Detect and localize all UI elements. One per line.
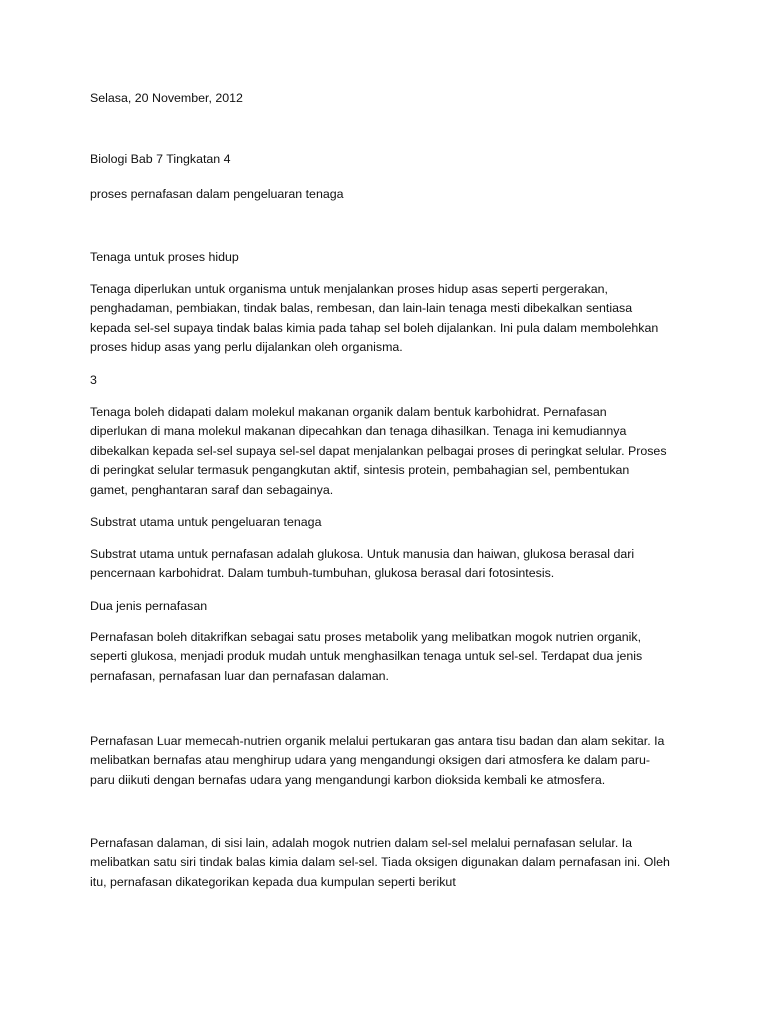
paragraph-line: melibatkan bernafas atau menghirup udara yang mengandungi oksigen dari atmosfera ke dalam paru- bbox=[90, 753, 650, 768]
heading-text: Substrat utama untuk pengeluaran tenaga bbox=[90, 515, 322, 529]
paragraph-line: seperti glukosa, menjadi produk mudah untuk menghasilkan tenaga untuk sel-sel. Terdapat dua jenis bbox=[90, 649, 643, 664]
document-title bbox=[90, 150, 682, 169]
paragraph-line: proses hidup asas yang perlu dijalankan oleh organisma. bbox=[90, 340, 403, 355]
paragraph-line: paru diikuti dengan bernafas udara yang mengandungi karbon dioksida kembali ke atmosfera. bbox=[90, 772, 606, 787]
paragraph-6 bbox=[90, 834, 682, 892]
page-number-text: 3 bbox=[90, 373, 97, 387]
paragraph-line: dibekalkan kepada sel-sel supaya sel-sel dapat menjalankan pelbagai proses di peringkat selular. Proses bbox=[90, 443, 667, 458]
paragraph-2 bbox=[90, 403, 682, 500]
paragraph-5 bbox=[90, 732, 682, 790]
paragraph-3 bbox=[90, 545, 682, 584]
section-heading bbox=[90, 248, 682, 267]
section-heading bbox=[90, 597, 682, 616]
paragraph-line: diperlukan di mana molekul makanan dipecahkan dan tenaga dihasilkan. Tenaga ini kemudiannya bbox=[90, 424, 627, 439]
paragraph-line: gamet, penghantaran saraf dan sebagainya. bbox=[90, 482, 334, 497]
paragraph-line: itu, pernafasan dikategorikan kepada dua kumpulan seperti berikut bbox=[90, 874, 456, 889]
subtitle-text: proses pernafasan dalam pengeluaran tenaga bbox=[90, 187, 344, 201]
paragraph-line: Tenaga diperlukan untuk organisma untuk menjalankan proses hidup asas seperti pergerakan, bbox=[90, 282, 608, 296]
date-line bbox=[90, 89, 682, 108]
paragraph-line: pencernaan karbohidrat. Dalam tumbuh-tumbuhan, glukosa berasal dari fotosintesis. bbox=[90, 566, 555, 581]
paragraph-4 bbox=[90, 628, 682, 686]
heading-text: Dua jenis pernafasan bbox=[90, 599, 208, 613]
paragraph-line: melibatkan satu siri tindak balas kimia dalam sel-sel. Tiada oksigen digunakan dalam pernafasan ini. Oleh bbox=[90, 855, 670, 870]
paragraph-line: di peringkat selular termasuk pengangkutan aktif, sintesis protein, pembahagian sel, pembentukan bbox=[90, 463, 630, 478]
heading-text: Tenaga untuk proses hidup bbox=[90, 250, 239, 264]
paragraph-line: Pernafasan Luar memecah-nutrien organik melalui pertukaran gas antara tisu badan dan alam sekitar. Ia bbox=[90, 734, 665, 748]
date-text: Selasa, 20 November, 2012 bbox=[90, 91, 243, 105]
paragraph-line: Substrat utama untuk pernafasan adalah glukosa. Untuk manusia dan haiwan, glukosa berasal dari bbox=[90, 547, 635, 561]
paragraph-line: Tenaga boleh didapati dalam molekul makanan organik dalam bentuk karbohidrat. Pernafasan bbox=[90, 405, 607, 419]
paragraph-1 bbox=[90, 280, 682, 358]
page-number bbox=[90, 371, 682, 390]
paragraph-line: pernafasan, pernafasan luar dan pernafasan dalaman. bbox=[90, 668, 389, 683]
title-text: Biologi Bab 7 Tingkatan 4 bbox=[90, 152, 231, 166]
document-subtitle bbox=[90, 185, 682, 204]
paragraph-line: Pernafasan boleh ditakrifkan sebagai satu proses metabolik yang melibatkan mogok nutrien organik, bbox=[90, 630, 642, 644]
paragraph-line: kepada sel-sel supaya tindak balas kimia pada tahap sel boleh dijalankan. Ini pula dalam membolehkan bbox=[90, 320, 659, 335]
paragraph-line: Pernafasan dalaman, di sisi lain, adalah mogok nutrien dalam sel-sel melalui pernafasan selular. Ia bbox=[90, 836, 633, 850]
section-heading bbox=[90, 513, 682, 532]
paragraph-line: penghadaman, pembiakan, tindak balas, rembesan, dan lain-lain tenaga mesti dibekalkan sentiasa bbox=[90, 301, 633, 316]
